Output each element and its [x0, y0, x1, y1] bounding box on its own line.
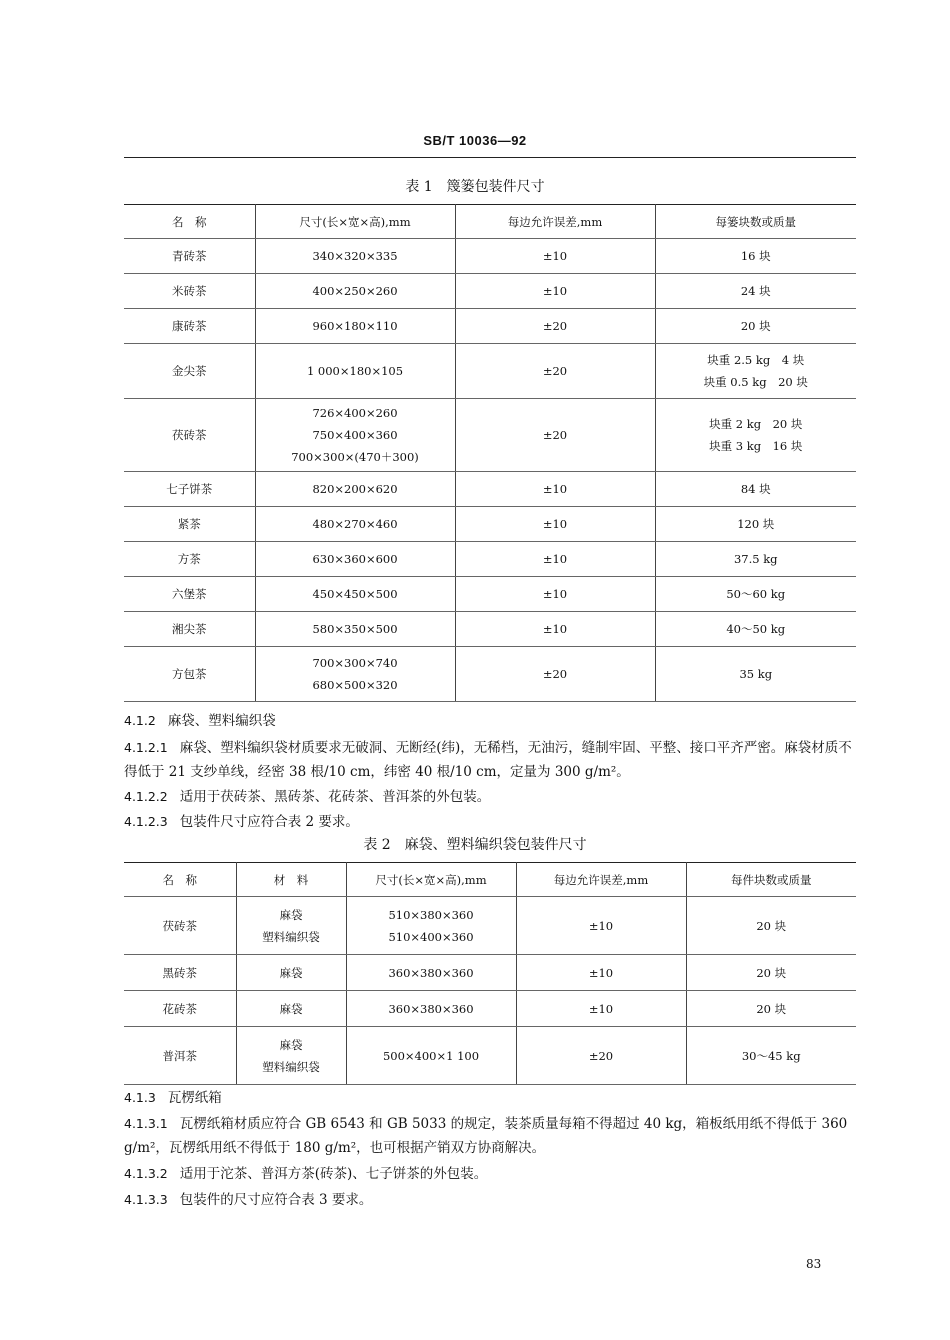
table-row	[124, 991, 856, 1027]
package-size-line: 510×380×360	[388, 907, 474, 922]
tolerance: ±10	[516, 955, 686, 991]
material-line: 麻袋	[279, 907, 303, 922]
package-size-line: 1 000×180×105	[306, 364, 404, 378]
tea-name: 紧茶	[124, 507, 255, 542]
tolerance: ±10	[455, 577, 655, 612]
material-line: 麻袋	[279, 1037, 303, 1052]
quantity-line: 24 块	[740, 284, 771, 298]
table2-col-size: 尺寸(长×宽×高),mm	[346, 863, 516, 897]
package-size-line: 726×400×260	[312, 406, 398, 420]
package-size-line: 960×180×110	[312, 319, 398, 333]
clause-text: 包装件的尺寸应符合表 3 要求。	[179, 1192, 373, 1208]
tea-name: 金尖茶	[124, 344, 255, 399]
quantity	[655, 274, 856, 309]
clause-number: 4.1.2.3	[124, 814, 168, 829]
clause-number: 4.1.2.1	[124, 740, 168, 755]
table-row	[124, 897, 856, 955]
table-row	[124, 577, 856, 612]
clause-paragraph	[124, 810, 856, 834]
table1-header-row	[124, 205, 856, 239]
tea-name: 茯砖茶	[124, 399, 255, 472]
tolerance: ±10	[516, 897, 686, 955]
package-size	[255, 309, 455, 344]
clause-number: 4.1.3.3	[124, 1192, 168, 1207]
quantity	[655, 507, 856, 542]
clause-paragraph	[124, 1188, 856, 1212]
tea-name: 茯砖茶	[124, 897, 236, 955]
quantity-line: 35 kg	[739, 667, 773, 681]
material-line: 塑料编织袋	[262, 1059, 320, 1074]
standard-header: SB/T 10036—92	[423, 133, 527, 148]
material	[236, 897, 346, 955]
package-size	[255, 274, 455, 309]
quantity	[655, 309, 856, 344]
material	[236, 1027, 346, 1085]
quantity-line: 块重 0.5 kg 20 块	[703, 375, 808, 389]
package-size	[346, 991, 516, 1027]
table-row	[124, 399, 856, 472]
package-size	[255, 612, 455, 647]
table-row	[124, 274, 856, 309]
quantity-line: 块重 3 kg 16 块	[709, 439, 803, 453]
package-size-line: 500×400×1 100	[382, 1048, 480, 1063]
clause-paragraph	[124, 1086, 856, 1110]
clause-paragraph	[124, 736, 856, 784]
package-size-line: 360×380×360	[388, 965, 474, 980]
package-size	[255, 507, 455, 542]
quantity	[655, 239, 856, 274]
table2	[124, 862, 856, 1085]
package-size	[255, 577, 455, 612]
tea-name: 黑砖茶	[124, 955, 236, 991]
package-size	[255, 542, 455, 577]
quantity-line: 84 块	[740, 482, 771, 496]
clause-number: 4.1.2	[124, 713, 156, 728]
clause-paragraph	[124, 1112, 856, 1160]
tea-name: 康砖茶	[124, 309, 255, 344]
package-size-line: 680×500×320	[312, 678, 398, 692]
package-size-line: 750×400×360	[312, 428, 398, 442]
clause-text: 麻袋、塑料编织袋	[167, 713, 276, 729]
table-row	[124, 647, 856, 702]
tolerance: ±10	[455, 274, 655, 309]
material	[236, 955, 346, 991]
package-size-line: 630×360×600	[312, 552, 398, 566]
quantity: 20 块	[686, 955, 856, 991]
package-size	[255, 647, 455, 702]
clause-text: 瓦楞纸箱	[167, 1090, 222, 1106]
quantity	[655, 399, 856, 472]
package-size-line: 400×250×260	[312, 284, 398, 298]
tolerance: ±20	[455, 309, 655, 344]
quantity-line: 37.5 kg	[733, 552, 778, 566]
quantity: 20 块	[686, 991, 856, 1027]
quantity	[655, 542, 856, 577]
quantity-line: 块重 2 kg 20 块	[709, 417, 803, 431]
table1-col-size: 尺寸(长×宽×高),mm	[255, 205, 455, 239]
table1-col-tolerance: 每边允许误差,mm	[455, 205, 655, 239]
tolerance: ±10	[455, 239, 655, 274]
package-size-line: 450×450×500	[312, 587, 398, 601]
clause-paragraph	[124, 785, 856, 809]
table2-body	[124, 897, 856, 1085]
package-size	[255, 239, 455, 274]
quantity-line: 50～60 kg	[726, 587, 786, 601]
package-size	[255, 399, 455, 472]
clause-number: 4.1.3	[124, 1090, 156, 1105]
header-rule	[124, 157, 856, 158]
material-line: 塑料编织袋	[262, 929, 320, 944]
table2-col-name: 名 称	[124, 863, 236, 897]
tea-name: 方茶	[124, 542, 255, 577]
quantity: 30～45 kg	[686, 1027, 856, 1085]
tea-name: 七子饼茶	[124, 472, 255, 507]
tea-name: 米砖茶	[124, 274, 255, 309]
tea-name: 湘尖茶	[124, 612, 255, 647]
table-row	[124, 507, 856, 542]
clause-number: 4.1.3.1	[124, 1116, 168, 1131]
table1-col-name: 名 称	[124, 205, 255, 239]
table1-col-quantity: 每篓块数或质量	[655, 205, 856, 239]
clause-paragraph	[124, 1162, 856, 1186]
package-size-line: 480×270×460	[312, 517, 398, 531]
table1	[124, 204, 856, 702]
tolerance: ±10	[455, 472, 655, 507]
material-line: 麻袋	[279, 1001, 303, 1016]
tolerance: ±20	[516, 1027, 686, 1085]
table2-col-tolerance: 每边允许误差,mm	[516, 863, 686, 897]
package-size-line: 580×350×500	[312, 622, 398, 636]
tolerance: ±10	[455, 612, 655, 647]
table2-col-quantity: 每件块数或质量	[686, 863, 856, 897]
package-size-line: 700×300×(470＋300)	[291, 450, 419, 464]
tea-name: 青砖茶	[124, 239, 255, 274]
package-size	[346, 955, 516, 991]
clause-text: 适用于茯砖茶、黑砖茶、花砖茶、普洱茶的外包装。	[179, 789, 491, 805]
package-size-line: 820×200×620	[312, 482, 398, 496]
clause-paragraph	[124, 709, 856, 733]
quantity-line: 40～50 kg	[726, 622, 786, 636]
tea-name: 方包茶	[124, 647, 255, 702]
table-row	[124, 1027, 856, 1085]
package-size-line: 510×400×360	[388, 929, 474, 944]
tolerance: ±20	[455, 344, 655, 399]
table-row	[124, 542, 856, 577]
package-size-line: 340×320×335	[312, 249, 398, 263]
quantity-line: 16 块	[740, 249, 771, 263]
tolerance: ±20	[455, 399, 655, 472]
quantity: 20 块	[686, 897, 856, 955]
material	[236, 991, 346, 1027]
tolerance: ±10	[455, 507, 655, 542]
tea-name: 花砖茶	[124, 991, 236, 1027]
package-size	[346, 897, 516, 955]
tea-name: 六堡茶	[124, 577, 255, 612]
table2-col-material: 材 料	[236, 863, 346, 897]
package-size-line: 360×380×360	[388, 1001, 474, 1016]
table-row	[124, 344, 856, 399]
quantity	[655, 344, 856, 399]
clause-text: 包装件尺寸应符合表 2 要求。	[179, 814, 359, 830]
table-row	[124, 955, 856, 991]
tolerance: ±10	[455, 542, 655, 577]
table-row	[124, 309, 856, 344]
table1-body	[124, 239, 856, 702]
table2-header-row	[124, 863, 856, 897]
clause-number: 4.1.3.2	[124, 1166, 168, 1181]
clause-text: 瓦楞纸箱材质应符合 GB 6543 和 GB 5033 的规定，装茶质量每箱不得超过 40 kg，箱板纸用纸不得低于 360 g/m²，瓦楞纸用纸不得低于 180 g/m²，也可根据产销双方协商解决。	[124, 1116, 848, 1156]
quantity	[655, 577, 856, 612]
quantity	[655, 647, 856, 702]
package-size	[255, 344, 455, 399]
table1-caption: 表 1 篾篓包装件尺寸	[405, 179, 545, 195]
tolerance: ±10	[516, 991, 686, 1027]
package-size	[346, 1027, 516, 1085]
quantity-line: 20 块	[740, 319, 771, 333]
quantity	[655, 472, 856, 507]
clause-number: 4.1.2.2	[124, 789, 168, 804]
table-row	[124, 239, 856, 274]
tolerance: ±20	[455, 647, 655, 702]
clause-text: 麻袋、塑料编织袋材质要求无破洞、无断经(纬)，无稀档，无油污，缝制牢固、平整、接口平齐严密。麻袋材质不得低于 21 支纱单线，经密 38 根/10 cm，纬密 40 根/10 cm，定量为 300 g/m²。	[124, 740, 852, 780]
table-row	[124, 612, 856, 647]
table-row	[124, 472, 856, 507]
page-number: 83	[806, 1257, 822, 1271]
package-size-line: 700×300×740	[312, 656, 398, 670]
quantity-line: 块重 2.5 kg 4 块	[707, 353, 805, 367]
quantity-line: 120 块	[737, 517, 775, 531]
clause-text: 适用于沱茶、普洱方茶(砖茶)、七子饼茶的外包装。	[179, 1166, 488, 1182]
package-size	[255, 472, 455, 507]
quantity	[655, 612, 856, 647]
table2-caption: 表 2 麻袋、塑料编织袋包装件尺寸	[363, 837, 587, 853]
material-line: 麻袋	[279, 965, 303, 980]
tea-name: 普洱茶	[124, 1027, 236, 1085]
